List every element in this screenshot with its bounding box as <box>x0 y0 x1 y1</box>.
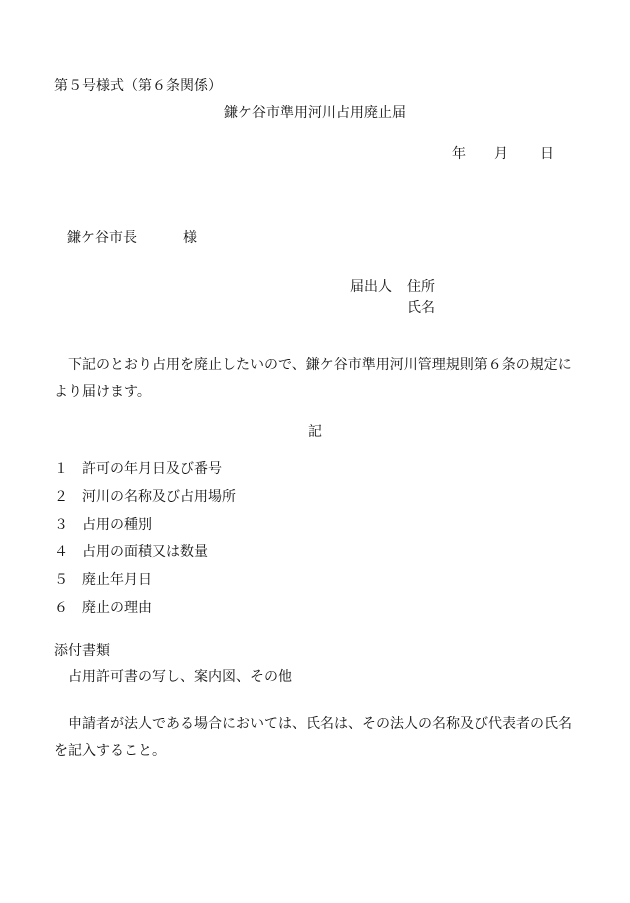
attachments-body: 占用許可書の写し、案内図、その他 <box>68 669 292 685</box>
addressee-honorific: 様 <box>183 230 197 246</box>
list-item <box>54 570 236 598</box>
item-number: ５ <box>54 572 68 589</box>
body-line-1: 下記のとおり占用を廃止したいので、鎌ケ谷市準用河川管理規則第６条の規定に <box>68 357 572 373</box>
list-item <box>54 459 236 487</box>
list-item <box>54 515 236 543</box>
item-label: 河川の名称及び占用場所 <box>82 488 236 505</box>
note-paragraph <box>54 711 580 765</box>
item-number: １ <box>54 461 68 477</box>
item-label: 占用の面積又は数量 <box>82 544 208 561</box>
form-number: 第５号様式（第６条関係） <box>54 78 222 94</box>
list-item <box>54 487 236 515</box>
date-day-label: 日 <box>540 146 554 162</box>
ki-heading: 記 <box>308 424 322 440</box>
list-item <box>54 542 236 570</box>
date-month-label: 月 <box>494 146 508 162</box>
body-line-2: より届けます。 <box>54 384 151 400</box>
date-year-label: 年 <box>452 146 466 162</box>
body-paragraph <box>54 352 580 406</box>
list-item <box>54 598 236 626</box>
item-label: 廃止年月日 <box>82 572 152 589</box>
item-label: 許可の年月日及び番号 <box>82 461 222 477</box>
item-number: ３ <box>54 516 68 533</box>
document-title: 鎌ケ谷市準用河川占用廃止届 <box>224 105 406 121</box>
notifier-label: 届出人 <box>350 279 392 295</box>
item-number: ２ <box>54 488 68 505</box>
item-label: 廃止の理由 <box>82 599 152 616</box>
item-number: ６ <box>54 599 68 616</box>
notifier-address-label: 住所 <box>407 279 435 295</box>
note-line-1: 申請者が法人である場合においては、氏名は、その法人の名称及び代表者の氏名 <box>68 716 572 732</box>
item-number: ４ <box>54 544 68 561</box>
date-line <box>452 144 554 164</box>
item-list <box>54 459 236 626</box>
item-label: 占用の種別 <box>82 516 152 533</box>
attachments-heading: 添付書類 <box>54 643 110 659</box>
notifier-name-label: 氏名 <box>407 300 435 316</box>
note-line-2: を記入すること。 <box>54 743 166 759</box>
addressee-name: 鎌ケ谷市長 <box>67 230 137 246</box>
addressee <box>67 228 197 248</box>
